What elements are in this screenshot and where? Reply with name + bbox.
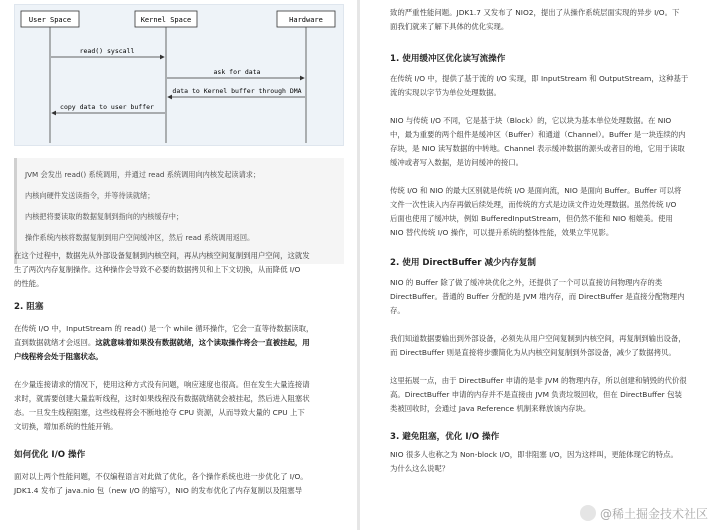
text-line: 的性能。 — [14, 279, 44, 288]
text-line: 面我们就来了解下具体的优化实现。 — [390, 22, 509, 31]
text-line: 而 DirectBuffer 则是直接将步骤简化为从内核空间复制到外部设备，减少了数据拷贝。 — [390, 348, 676, 357]
paragraph-copy-path — [390, 332, 712, 360]
text-line: NIO 替代传统 I/O 操作，可以提升系统的整体性能，效果立竿见影。 — [390, 228, 614, 237]
quote-line: JVM 会发出 read() 系统调用，并通过 read 系统调用向内核发起读请求； — [25, 170, 261, 179]
text-line: 在这个过程中，数据先从外部设备复制到内核空间，再从内核空间复制到用户空间，这就发 — [14, 251, 310, 260]
text-line: 在传统 I/O 中，InputStream 的 read() 是一个 while 循环操作，它会一直等待数据读取， — [14, 324, 314, 333]
right-page — [362, 0, 717, 530]
text-line: JDK1.4 发布了 java.nio 包（new I/O 的缩写），NIO 的发布优化了内存复制以及阻塞导 — [14, 486, 303, 495]
arrow-read-syscall-label: read() syscall — [79, 47, 135, 55]
text-line: 文件一次性读入内存再做后续处理，而传统的方式是边读文件边处理数据。虽然传统 I/O — [390, 200, 677, 209]
paragraph-directbuffer — [390, 276, 712, 318]
text-line: DirectBuffer。普通的 Buffer 分配的是 JVM 堆内存，而 DirectBuffer 是直接分配物理内 — [390, 292, 685, 301]
user-space-label: User Space — [28, 16, 72, 24]
paragraph-blocking — [14, 322, 346, 364]
heading-blocking: 2. 阻塞 — [14, 302, 44, 312]
text-line: 面对以上两个性能问题，不仅编程语言对此做了优化，各个操作系统也进一步优化了 I/O。 — [14, 472, 308, 481]
kernel-space-label: Kernel Space — [140, 16, 192, 24]
paragraph-nio-blocks — [390, 114, 712, 170]
arrow-ask-for-data-label: ask for data — [213, 68, 261, 76]
paragraph-nio2-intro — [390, 6, 712, 34]
text-line: 我们知道数据要输出到外部设备，必须先从用户空间复制到内核空间，再复制到输出设备， — [390, 334, 686, 343]
text-line: 为什么这么说呢？ — [390, 464, 450, 473]
paragraph-nonblock — [390, 448, 712, 476]
io-sequence-diagram — [14, 4, 344, 146]
heading-optimize-io: 如何优化 I/O 操作 — [14, 450, 86, 460]
text-line: 存块，是 NIO 读写数据的中转地。Channel 表示缓冲数据的源头或者目的地，它用于读取 — [390, 144, 685, 153]
text-line: 直到数据就绪才会返回。这就意味着如果没有数据就绪，这个读取操作将会一直被挂起，用 — [14, 338, 310, 347]
text-line: 态。一旦发生线程阻塞，这些线程将会不断地抢夺 CPU 资源，从而导致大量的 CPU 上下 — [14, 408, 305, 417]
left-page — [0, 0, 355, 530]
arrow-dma-data-label: data to Kernel buffer through DMA — [172, 87, 302, 95]
paragraph-optimization-intro — [14, 470, 346, 498]
quote-line: 内核向硬件发送读指令，并等待读就绪； — [25, 191, 155, 200]
text-line: 求时，就需要创建大量监听线程，这时如果线程没有数据就绪就会被挂起，然后进入阻塞状 — [14, 394, 310, 403]
heading-avoid-blocking: 3. 避免阻塞，优化 I/O 操作 — [390, 432, 500, 442]
text-line: NIO 的 Buffer 除了做了缓冲块优化之外，还提供了一个可以直接访问物理内存的类 — [390, 278, 663, 287]
paragraph-copy-overhead — [14, 249, 346, 291]
text-line: 存。 — [390, 306, 405, 315]
paragraph-stream-io — [390, 72, 712, 100]
text-line: 文切换，增加系统的性能开销。 — [14, 422, 118, 431]
sequence-diagram-svg — [15, 5, 343, 145]
text-line: 这里拓展一点，由于 DirectBuffer 申请的是非 JVM 的物理内存，所以创建和销毁的代价很 — [390, 376, 687, 385]
paragraph-directbuffer-cost — [390, 374, 712, 416]
text-line: 流的实现以字节为单位处理数据。 — [390, 88, 501, 97]
quote-line: 内核把将要读取的数据复制到指向的内核缓存中； — [25, 212, 184, 221]
text-line: 后面也使用了缓冲块，例如 BufferedInputStream，但仍然不能和 NIO 相媲美。使用 — [390, 214, 673, 223]
text-line: NIO 很多人也称之为 Non-block I/O，即非阻塞 I/O，因为这样叫，更能体现它的特点。 — [390, 450, 678, 459]
site-watermark — [580, 505, 708, 522]
text-line: 生了两次内存复制操作。这种操作会导致不必要的数据拷贝和上下文切换，从而降低 I/O — [14, 265, 301, 274]
heading-buffer: 1. 使用缓冲区优化读写流操作 — [390, 54, 506, 64]
text-line: 类被回收时，会通过 Java Reference 机制来释放该内存块。 — [390, 404, 591, 413]
paragraph-stream-vs-buffer — [390, 184, 712, 240]
text-line: 传统 I/O 和 NIO 的最大区别就是传统 I/O 是面向流，NIO 是面向 Buffer。Buffer 可以将 — [390, 186, 682, 195]
heading-directbuffer: 2. 使用 DirectBuffer 减少内存复制 — [390, 258, 537, 268]
text-line: 户线程将会处于阻塞状态。 — [14, 352, 103, 361]
quote-line: 操作系统内核将数据复制到用户空间缓冲区，然后 read 系统调用返回。 — [25, 233, 255, 242]
text-line: 致的严重性能问题。JDK1.7 又发布了 NIO2，提出了从操作系统层面实现的异步 I/O。下 — [390, 8, 680, 17]
watermark-text: @稀土掘金技术社区 — [599, 507, 708, 521]
text-line: 在少量连接请求的情况下，使用这种方式没有问题，响应速度也很高。但在发生大量连接请 — [14, 380, 310, 389]
hardware-label: Hardware — [289, 16, 323, 24]
text-line: NIO 与传统 I/O 不同，它是基于块（Block）的，它以块为基本单位处理数据。在 NIO — [390, 116, 672, 125]
watermark-logo-icon — [580, 505, 596, 521]
text-line: 高。DirectBuffer 申请的内存并不是直接由 JVM 负责垃圾回收，但在 DirectBuffer 包装 — [390, 390, 682, 399]
text-line: 中，最为重要的两个组件是缓冲区（Buffer）和通道（Channel）。Buffer 是一块连续的内 — [390, 130, 686, 139]
paragraph-many-connections — [14, 378, 346, 434]
text-line: 在传统 I/O 中，提供了基于流的 I/O 实现，即 InputStream 和 OutputStream，这种基于 — [390, 74, 689, 83]
page-divider — [357, 0, 360, 530]
text-line: 缓冲或者写入数据，是访问缓冲的接口。 — [390, 158, 524, 167]
arrow-copy-to-user-label: copy data to user buffer — [60, 103, 154, 111]
